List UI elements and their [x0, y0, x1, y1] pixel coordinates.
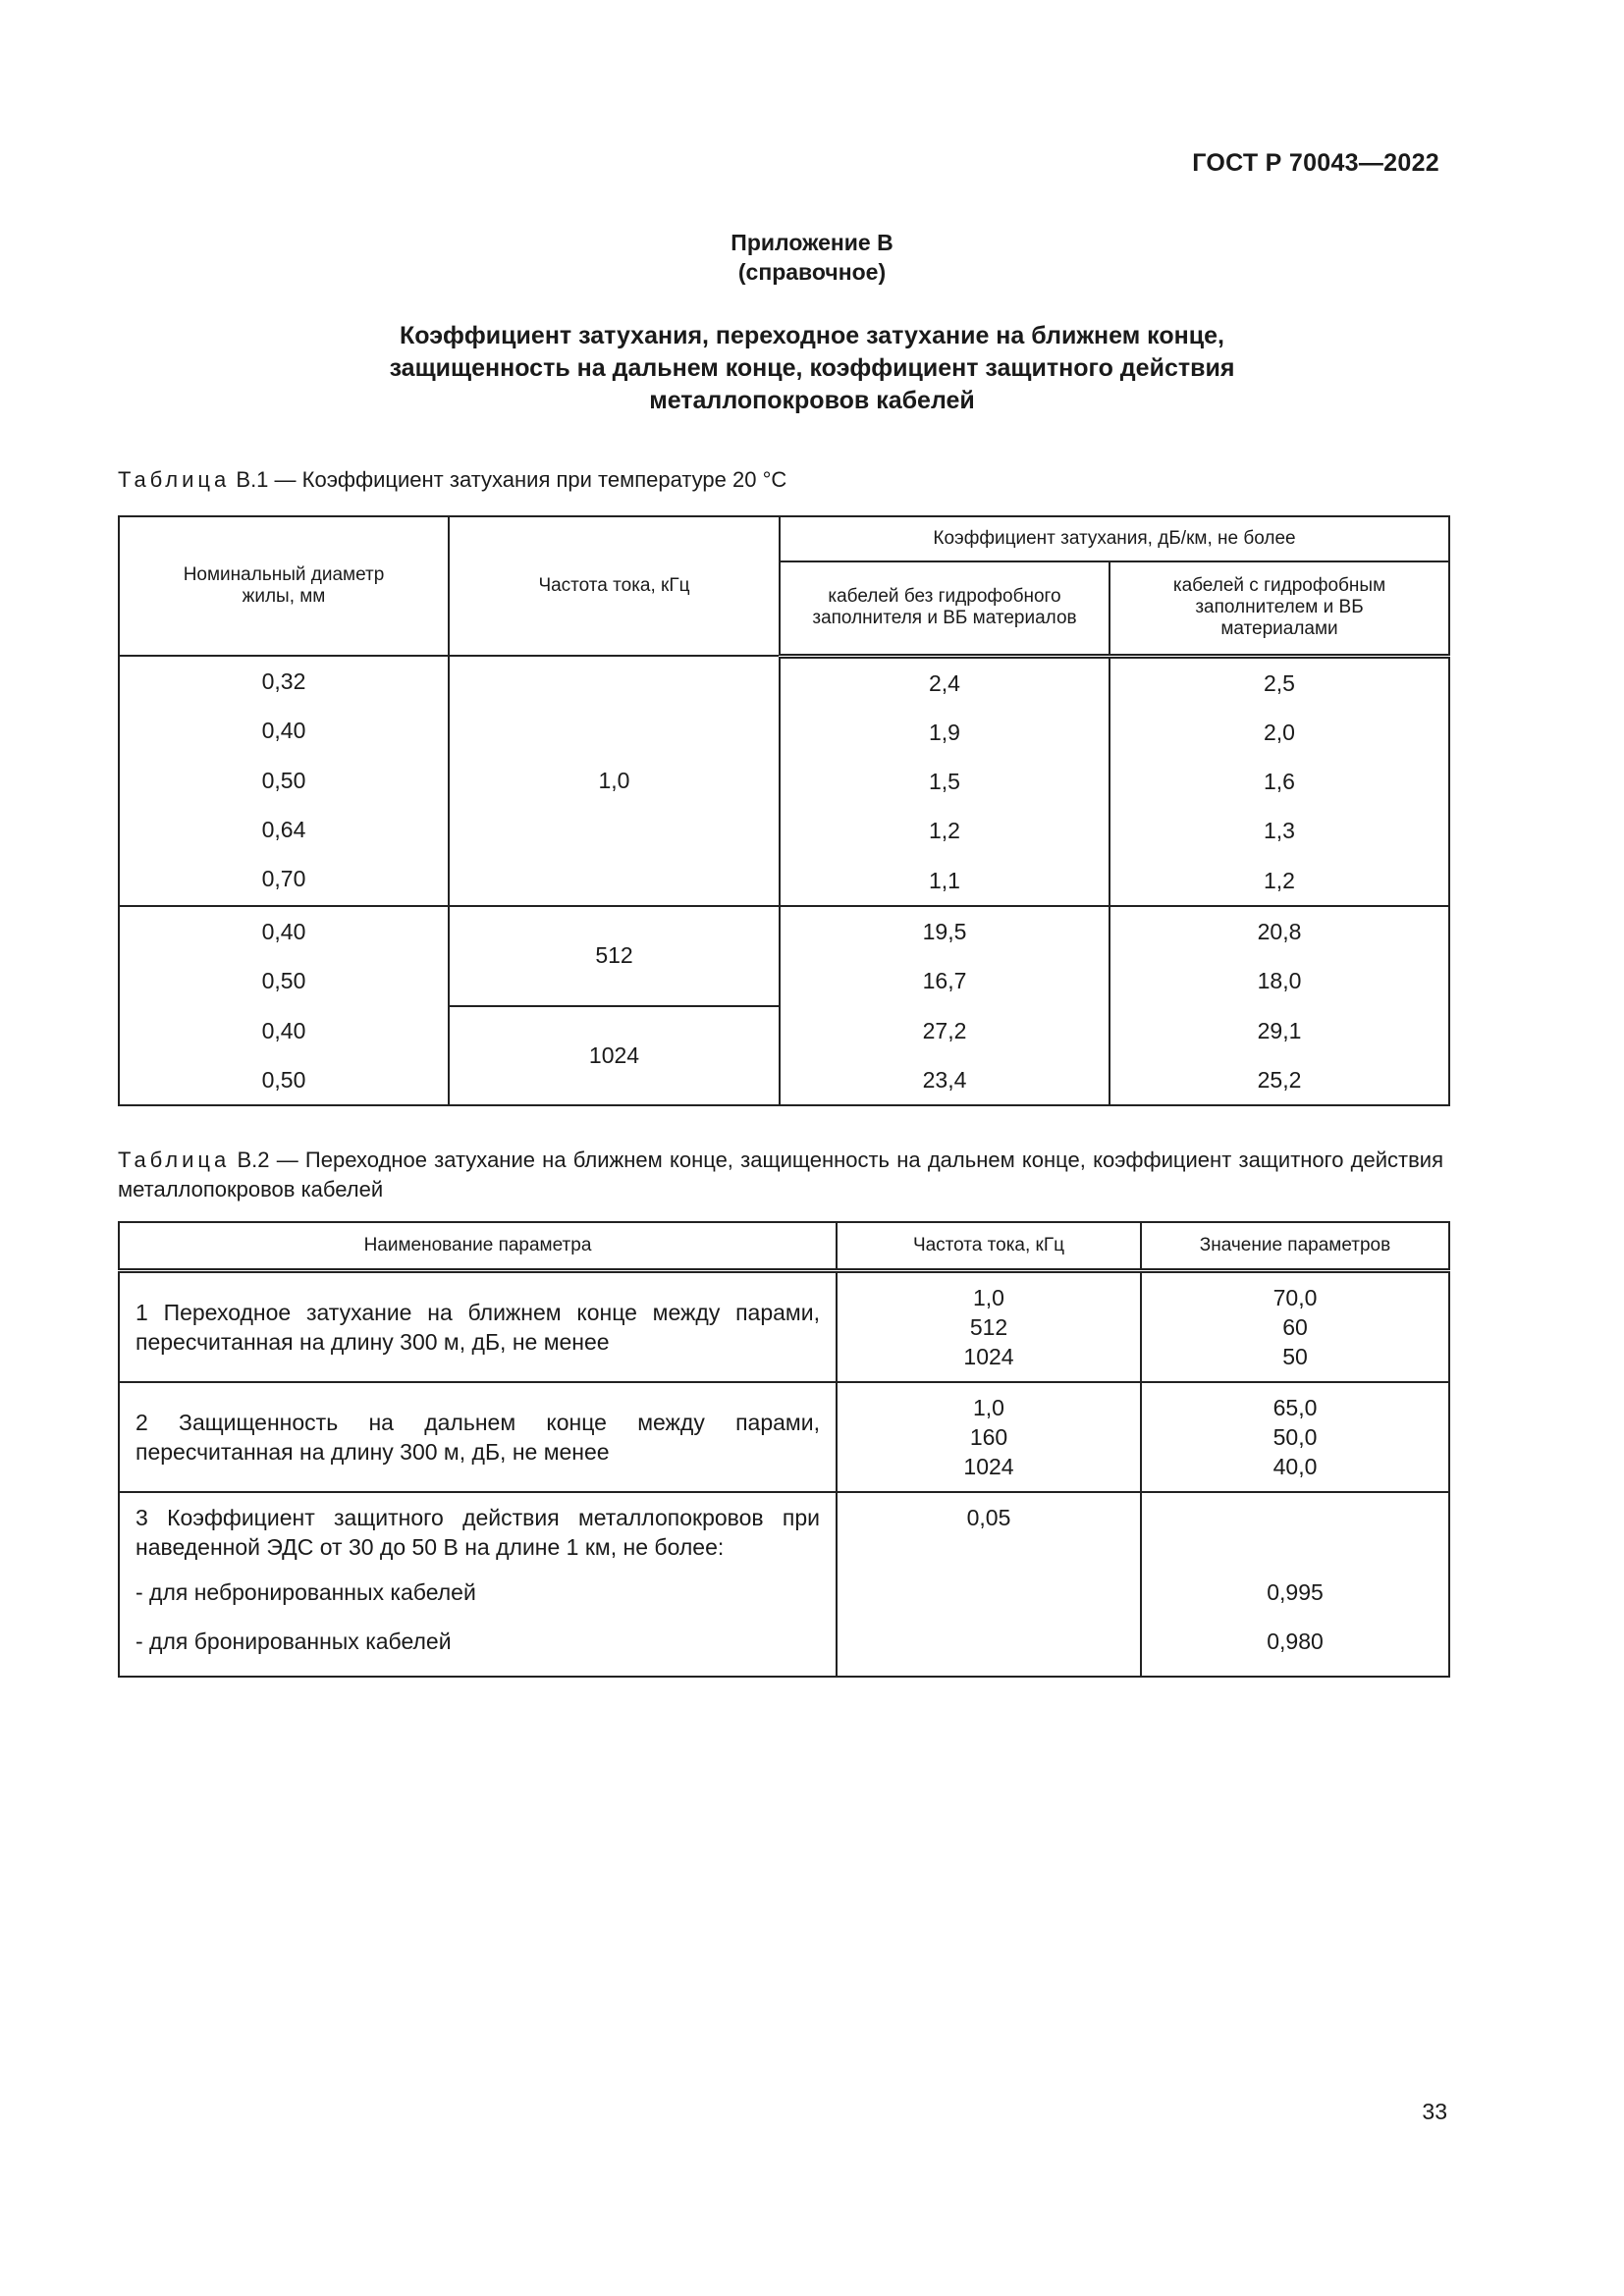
parameters-table: [118, 1221, 1450, 1678]
coef-value: 25,2: [1257, 1066, 1302, 1093]
frequency-values: [837, 1271, 1141, 1383]
diameter-value: 0,50: [261, 968, 306, 994]
col-header-frequency: Частота тока, кГц: [837, 1222, 1141, 1271]
coef-with-cell: [1110, 906, 1449, 1105]
annex-title-line: защищенность на дальнем конце, коэффициент защитного действия: [389, 354, 1235, 382]
coef-value: 1,9: [929, 719, 960, 745]
param-values: [1141, 1492, 1449, 1677]
coef-with-cell: [1110, 656, 1449, 906]
param-name: [119, 1492, 837, 1677]
table-row: [119, 1382, 1449, 1492]
coef-without-cell: [780, 906, 1110, 1105]
coef-value: 1,3: [1264, 818, 1295, 844]
table1-caption-label: Таблица: [118, 467, 231, 492]
annex-title-line: металлопокровов кабелей: [649, 387, 975, 414]
col-header-diameter: Номинальный диаметр жилы, мм: [119, 516, 449, 656]
annex-type: (справочное): [737, 259, 887, 285]
coef-value: 2,5: [1264, 669, 1295, 696]
coef-value: 1,2: [1264, 867, 1295, 893]
diameter-value: 0,70: [261, 866, 306, 892]
param-value: 60: [1282, 1314, 1308, 1340]
param-values: [1141, 1271, 1449, 1383]
coef-value: 19,5: [922, 918, 967, 944]
param-value: 40,0: [1272, 1454, 1318, 1479]
frequency-value: 1,0: [973, 1395, 1004, 1420]
coef-value: 27,2: [922, 1017, 967, 1043]
param-name: 1 Переходное затухание на ближнем конце между парами, пересчитанная на длину 300 м, дБ, не менее: [119, 1271, 837, 1383]
coef-value: 1,6: [1264, 769, 1295, 795]
coef-value: 29,1: [1257, 1017, 1302, 1043]
param-values: [1141, 1382, 1449, 1492]
sub-param: - для небронированных кабелей: [135, 1579, 476, 1605]
param-name: 2 Защищенность на дальнем конце между парами, пересчитанная на длину 300 м, дБ, не менее: [119, 1382, 837, 1492]
table-row: [119, 656, 1449, 906]
table1-caption: [118, 465, 1443, 495]
frequency-value: 1024: [963, 1344, 1014, 1369]
coef-value: 1,5: [929, 769, 960, 795]
coef-value: 20,8: [1257, 918, 1302, 944]
table-row: [119, 906, 1449, 1006]
col-header-value: Значение параметров: [1141, 1222, 1449, 1271]
frequency-cell: 512: [449, 906, 780, 1006]
table2-caption: [118, 1146, 1443, 1204]
standard-code: ГОСТ Р 70043—2022: [1192, 149, 1439, 177]
table-row: [119, 1492, 1449, 1677]
annex-label: Приложение В: [731, 230, 893, 255]
param-value: 70,0: [1272, 1285, 1318, 1310]
coef-value: 2,4: [929, 669, 960, 696]
coef-value: 18,0: [1257, 968, 1302, 994]
param-value: 50,0: [1272, 1424, 1318, 1450]
col-header-with-filler: кабелей с гидрофобным заполнителем и ВБ материалами: [1110, 561, 1449, 656]
frequency-cell: 1024: [449, 1006, 780, 1106]
coef-value: 23,4: [922, 1066, 967, 1093]
page-number: 33: [1422, 2099, 1447, 2124]
diameter-cell: [119, 656, 449, 906]
param-value: 0,980: [1267, 1629, 1324, 1654]
col-header-coef-group: Коэффициент затухания, дБ/км, не более: [780, 516, 1449, 561]
table2-caption-label: Таблица: [118, 1148, 231, 1172]
param-value: 50: [1282, 1344, 1308, 1369]
col-header-without-filler: кабелей без гидрофобного заполнителя и ВБ материалов: [780, 561, 1110, 656]
diameter-value: 0,64: [261, 816, 306, 842]
diameter-value: 0,40: [261, 918, 306, 944]
table-row: [119, 1271, 1449, 1383]
sub-param: - для бронированных кабелей: [135, 1629, 452, 1654]
coef-value: 2,0: [1264, 719, 1295, 745]
param-value: 0,995: [1267, 1579, 1324, 1605]
frequency-value: 160: [969, 1424, 1008, 1450]
param-value: 65,0: [1272, 1395, 1318, 1420]
frequency-value: 1024: [963, 1454, 1014, 1479]
col-header-param: Наименование параметра: [119, 1222, 837, 1271]
diameter-value: 0,40: [261, 718, 306, 744]
frequency-values: [837, 1382, 1141, 1492]
col-header-frequency: Частота тока, кГц: [449, 516, 780, 656]
annex-title-line: Коэффициент затухания, переходное затухание на ближнем конце,: [400, 322, 1224, 349]
coef-value: 1,1: [929, 867, 960, 893]
frequency-value: 1,0: [973, 1285, 1004, 1310]
table2-caption-text: В.2 — Переходное затухание на ближнем конце, защищенность на дальнем конце, коэффициент защитного действия металлопокровов кабелей: [118, 1148, 1443, 1201]
frequency-value: 512: [969, 1314, 1008, 1340]
coef-without-cell: [780, 656, 1110, 906]
table1-caption-text: В.1 — Коэффициент затухания при температуре 20 °С: [236, 467, 787, 492]
annex-heading: [0, 228, 1624, 287]
frequency-values: [837, 1492, 1141, 1677]
diameter-value: 0,50: [261, 767, 306, 793]
param-name-text: 3 Коэффициент защитного действия металлопокровов при наведенной ЭДС от 30 до 50 В на длине 1 км, не более:: [135, 1505, 820, 1560]
coef-value: 16,7: [922, 968, 967, 994]
coef-value: 1,2: [929, 818, 960, 844]
diameter-value: 0,32: [261, 668, 306, 694]
frequency-value: 0,05: [966, 1505, 1011, 1530]
attenuation-table: [118, 515, 1450, 1106]
diameter-value: 0,50: [261, 1066, 306, 1093]
diameter-value: 0,40: [261, 1017, 306, 1043]
diameter-cell: [119, 906, 449, 1105]
frequency-cell: 1,0: [449, 656, 780, 906]
annex-title: [0, 320, 1624, 417]
